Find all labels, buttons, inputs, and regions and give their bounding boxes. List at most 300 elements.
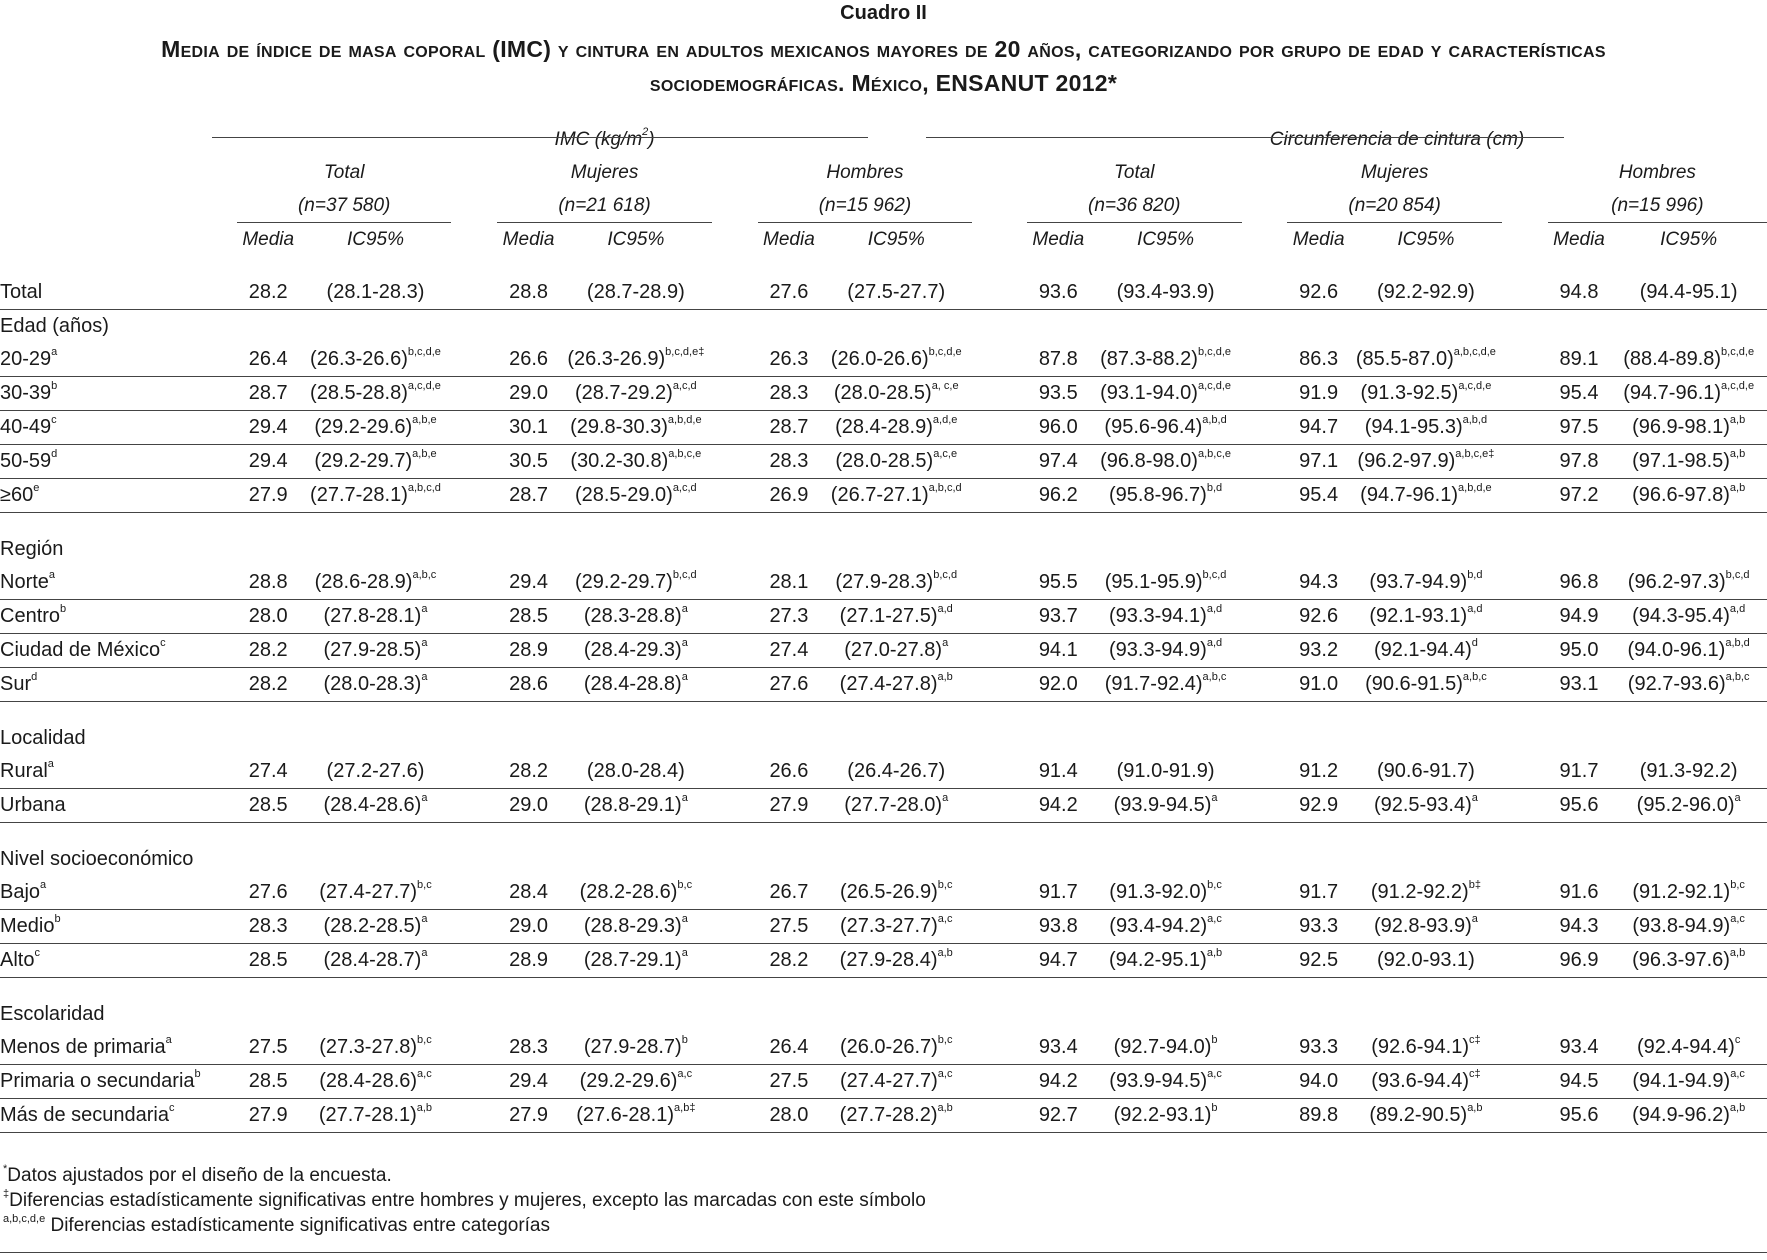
- table-row: [0, 1099, 1767, 1133]
- cell-media: 27.9: [237, 1099, 300, 1133]
- row-label-text: Menos de primaria: [0, 1036, 166, 1058]
- row-label: [0, 944, 237, 978]
- row-label: [0, 634, 237, 668]
- cell-media: 28.3: [758, 445, 821, 479]
- cell-media: 27.6: [237, 876, 300, 910]
- subgroup-label: Hombres: [826, 161, 904, 183]
- cell-ic95-value: (94.1-94.9): [1632, 1070, 1731, 1092]
- cell-superscript: a,b: [416, 1102, 433, 1115]
- cell-media: 91.4: [1027, 755, 1090, 789]
- cell-superscript: a: [421, 603, 428, 616]
- cell-ic95-value: (95.8-96.7): [1108, 484, 1207, 506]
- cell-ic95-value: (94.0-96.1): [1627, 639, 1726, 661]
- cell-media: 94.2: [1027, 1065, 1090, 1099]
- cell-ic95-value: (26.0-26.6): [830, 348, 929, 370]
- row-label-superscript: b: [60, 603, 67, 616]
- cell-superscript: b,c: [1730, 879, 1745, 892]
- cell-ic95: [820, 377, 972, 411]
- cell-ic95: [820, 600, 972, 634]
- cell-superscript: b,c: [937, 1034, 953, 1047]
- row-label: [0, 876, 237, 910]
- row-label-superscript: b: [194, 1068, 201, 1081]
- cell-ic95: [1350, 276, 1502, 310]
- cell-ic95: [560, 634, 712, 668]
- cell-superscript: a,b: [1467, 1102, 1483, 1115]
- cell-ic95: [820, 1031, 972, 1065]
- cell-ic95-value: (26.7-27.1): [830, 484, 929, 506]
- cell-media: 94.1: [1027, 634, 1090, 668]
- cell-superscript: a,b,c: [1725, 671, 1750, 684]
- cell-ic95: [560, 876, 712, 910]
- row-label: [0, 343, 237, 377]
- cell-ic95-value: (27.4-27.8): [839, 673, 938, 695]
- cell-media: 95.4: [1287, 479, 1350, 513]
- cell-media: 28.2: [497, 755, 560, 789]
- cell-ic95-value: (28.0-28.3): [323, 673, 422, 695]
- table-row: [0, 445, 1767, 479]
- cell-media: 28.5: [237, 944, 300, 978]
- cell-ic95: [820, 411, 972, 445]
- cell-ic95: [299, 1099, 451, 1133]
- cell-media: 94.7: [1027, 944, 1090, 978]
- cell-superscript: a,b: [1729, 482, 1746, 495]
- cell-ic95: [560, 755, 712, 789]
- cell-media: 93.2: [1287, 634, 1350, 668]
- cell-media: 29.0: [497, 789, 560, 823]
- cell-superscript: b,c,d,e: [928, 346, 962, 359]
- cell-ic95: [1090, 910, 1242, 944]
- cell-media: 27.9: [497, 1099, 560, 1133]
- cell-superscript: a: [421, 637, 428, 650]
- col-ic95-header: IC95%: [607, 228, 665, 250]
- cell-media: 89.8: [1287, 1099, 1350, 1133]
- cell-ic95: [1610, 600, 1767, 634]
- cell-superscript: a,d: [1729, 603, 1746, 616]
- cell-media: 26.9: [758, 479, 821, 513]
- cell-ic95-value: (93.3-94.1): [1108, 605, 1207, 627]
- cell-ic95-value: (93.9-94.5): [1109, 1070, 1208, 1092]
- row-label-text: Más de secundaria: [0, 1104, 169, 1126]
- cell-superscript: b,c,d,e: [1197, 346, 1231, 359]
- cell-media: 27.4: [237, 755, 300, 789]
- row-label-superscript: a: [47, 758, 54, 771]
- cell-ic95: [299, 566, 451, 600]
- cell-superscript: a,d: [1206, 637, 1223, 650]
- cell-superscript: a,d: [1206, 603, 1223, 616]
- cell-media: 94.9: [1548, 600, 1611, 634]
- cell-ic95: [560, 1065, 712, 1099]
- cell-superscript: a,b,c: [1462, 671, 1487, 684]
- cell-ic95-value: (29.8-30.3): [570, 416, 668, 438]
- cell-media: 94.3: [1287, 566, 1350, 600]
- cell-media: 29.4: [497, 1065, 560, 1099]
- cell-superscript: a: [942, 637, 949, 650]
- cell-superscript: b,c,d,e: [407, 346, 441, 359]
- cell-ic95-value: (94.7-96.1): [1360, 484, 1459, 506]
- col-ic95-header: IC95%: [1397, 228, 1455, 250]
- cell-superscript: a: [1471, 913, 1478, 926]
- footnote-mark: ‡: [3, 1187, 10, 1200]
- cell-ic95: [560, 789, 712, 823]
- cell-superscript: b‡: [1468, 879, 1481, 892]
- cell-ic95-value: (96.6-97.8): [1632, 484, 1730, 506]
- cell-ic95: [820, 343, 972, 377]
- row-label-superscript: a: [40, 879, 47, 892]
- col-media-header: Media: [502, 228, 555, 250]
- cell-ic95: [1090, 566, 1242, 600]
- cell-ic95: [560, 479, 712, 513]
- cell-superscript: b,c: [937, 879, 953, 892]
- cell-ic95-value: (27.1-27.5): [839, 605, 938, 627]
- cell-media: 95.6: [1548, 789, 1611, 823]
- cell-ic95-value: (90.6-91.7): [1377, 760, 1475, 782]
- table-row: [0, 411, 1767, 445]
- cell-ic95: [820, 789, 972, 823]
- row-label: [0, 377, 237, 411]
- cell-superscript: a,c,d,e: [1721, 380, 1755, 393]
- cell-ic95-value: (27.4-27.7): [839, 1070, 938, 1092]
- table-row: [0, 1065, 1767, 1099]
- cell-media: 28.2: [758, 944, 821, 978]
- table-row: [0, 276, 1767, 310]
- cell-ic95-value: (27.7-28.0): [844, 794, 943, 816]
- cell-ic95-value: (27.9-28.4): [839, 949, 938, 971]
- cell-media: 27.9: [758, 789, 821, 823]
- cell-ic95: [1090, 445, 1242, 479]
- cell-ic95: [560, 944, 712, 978]
- col-media-header: Media: [242, 228, 295, 250]
- cell-superscript: a,c: [1207, 1068, 1222, 1081]
- cell-ic95: [820, 876, 972, 910]
- row-label-superscript: e: [33, 482, 40, 495]
- cell-superscript: c: [1734, 1034, 1741, 1047]
- cell-ic95-value: (94.7-96.1): [1623, 382, 1722, 404]
- cell-ic95-value: (28.1-28.3): [326, 281, 425, 303]
- cell-media: 94.7: [1287, 411, 1350, 445]
- cell-media: 91.0: [1287, 668, 1350, 702]
- cell-ic95: [1090, 944, 1242, 978]
- row-label-superscript: c: [168, 1102, 175, 1115]
- row-label-text: 40-49: [0, 416, 52, 438]
- cell-ic95: [560, 276, 712, 310]
- cell-ic95-value: (91.3-92.0): [1109, 881, 1208, 903]
- cell-ic95-value: (92.7-94.0): [1113, 1036, 1212, 1058]
- cell-ic95-value: (26.0-26.7): [839, 1036, 938, 1058]
- cell-media: 28.7: [237, 377, 300, 411]
- cell-ic95-value: (92.8-93.9): [1373, 915, 1472, 937]
- cell-ic95: [299, 944, 451, 978]
- cell-ic95: [1090, 876, 1242, 910]
- cell-media: 28.2: [237, 634, 300, 668]
- subgroup-n: (n=20 854): [1287, 189, 1502, 223]
- cell-ic95: [1090, 668, 1242, 702]
- cell-superscript: a,c: [677, 1068, 693, 1081]
- row-label: [0, 600, 237, 634]
- cell-superscript: a: [681, 603, 688, 616]
- cell-superscript: a,c: [1730, 1068, 1745, 1081]
- row-label-text: 50-59: [0, 450, 52, 472]
- cell-ic95: [1090, 343, 1242, 377]
- cell-media: 93.3: [1287, 910, 1350, 944]
- cell-media: 26.3: [758, 343, 821, 377]
- cell-ic95: [299, 445, 451, 479]
- cell-superscript: a,c: [937, 913, 953, 926]
- row-label-superscript: c: [51, 414, 57, 427]
- cell-superscript: b,c,d,e: [1721, 346, 1755, 359]
- col-media-header: Media: [763, 228, 815, 250]
- cell-superscript: a,c,d: [672, 482, 697, 495]
- col-ic95-header: IC95%: [1660, 228, 1718, 250]
- cell-media: 27.9: [237, 479, 300, 513]
- cell-ic95-value: (95.1-95.9): [1104, 571, 1203, 593]
- cell-superscript: a,d: [1467, 603, 1483, 616]
- cell-ic95: [560, 910, 712, 944]
- cell-ic95: [299, 377, 451, 411]
- cell-ic95: [1350, 944, 1502, 978]
- cell-ic95-value: (28.0-28.5): [835, 450, 934, 472]
- cell-ic95: [1350, 1099, 1502, 1133]
- cell-ic95-value: (29.2-29.6): [579, 1070, 678, 1092]
- cell-superscript: a,c: [1730, 913, 1745, 926]
- cell-media: 92.6: [1287, 276, 1350, 310]
- subgroup-label: Total: [323, 161, 365, 183]
- row-label: [0, 1065, 237, 1099]
- footnote-mark: *: [3, 1162, 8, 1175]
- cell-ic95: [1610, 343, 1767, 377]
- cell-ic95-value: (28.0-28.4): [586, 760, 685, 782]
- cell-ic95-value: (28.6-28.9): [314, 571, 413, 593]
- cell-superscript: a,b,c,d,e: [1453, 346, 1496, 359]
- cell-media: 30.1: [497, 411, 560, 445]
- table-number: Cuadro II: [840, 2, 927, 24]
- cell-superscript: a,b,c,e: [1197, 448, 1231, 461]
- cell-superscript: b: [681, 1034, 688, 1047]
- cell-ic95: [1610, 377, 1767, 411]
- cell-superscript: b,c: [417, 879, 432, 892]
- cell-media: 28.8: [237, 566, 300, 600]
- group-header-cintura: Circunferencia de cintura (cm): [1269, 128, 1525, 150]
- table-row: [0, 600, 1767, 634]
- cell-ic95: [1350, 910, 1502, 944]
- cell-ic95-value: (92.0-93.1): [1377, 949, 1475, 971]
- cell-ic95-value: (92.2-93.1): [1113, 1104, 1212, 1126]
- cell-media: 28.4: [497, 876, 560, 910]
- section-title: Edad (años): [0, 315, 109, 337]
- cell-superscript: b: [1211, 1102, 1218, 1115]
- cell-media: 91.2: [1287, 755, 1350, 789]
- cell-ic95-value: (96.2-97.3): [1627, 571, 1726, 593]
- cell-media: 26.4: [237, 343, 300, 377]
- cell-ic95: [1350, 1031, 1502, 1065]
- cell-superscript: a: [681, 637, 688, 650]
- cell-ic95-value: (27.9-28.3): [835, 571, 934, 593]
- subgroup-n: (n=15 962): [758, 189, 973, 223]
- cell-superscript: a,b,c,d: [928, 482, 962, 495]
- cell-media: 93.7: [1027, 600, 1090, 634]
- cell-ic95: [1090, 377, 1242, 411]
- section-header: [0, 998, 1767, 1031]
- cell-ic95: [1350, 445, 1502, 479]
- cell-media: 94.0: [1287, 1065, 1350, 1099]
- cell-superscript: a,b: [1729, 947, 1746, 960]
- cell-ic95: [299, 1065, 451, 1099]
- section-header: [0, 533, 1767, 566]
- cell-superscript: a,b,d: [1462, 414, 1488, 427]
- table-row: [0, 1031, 1767, 1065]
- cell-ic95: [1610, 634, 1767, 668]
- cell-ic95-value: (28.5-29.0): [574, 484, 673, 506]
- bottom-rule: [0, 1252, 1767, 1253]
- cell-ic95: [299, 411, 451, 445]
- cell-ic95-value: (26.3-26.6): [310, 348, 408, 370]
- cell-ic95-value: (27.3-27.7): [839, 915, 938, 937]
- cell-superscript: a,b: [937, 671, 953, 684]
- row-label-text: Alto: [0, 949, 35, 971]
- cell-ic95: [299, 789, 451, 823]
- cell-ic95-value: (27.7-28.1): [310, 484, 408, 506]
- cell-ic95: [1090, 1031, 1242, 1065]
- row-label-superscript: c: [160, 637, 166, 650]
- cell-media: 28.5: [237, 1065, 300, 1099]
- cell-ic95: [820, 634, 972, 668]
- cell-ic95-value: (27.4-27.7): [319, 881, 418, 903]
- col-ic95-header: IC95%: [346, 228, 404, 250]
- row-label-text: Ciudad de México: [0, 639, 161, 661]
- cell-ic95: [820, 566, 972, 600]
- cell-superscript: d: [1471, 637, 1478, 650]
- cell-ic95-value: (92.2-92.9): [1377, 281, 1475, 303]
- cell-media: 89.1: [1548, 343, 1611, 377]
- cell-ic95: [1350, 411, 1502, 445]
- row-label-text: Bajo: [0, 881, 41, 903]
- cell-media: 27.6: [758, 276, 821, 310]
- cell-superscript: a,d: [937, 603, 953, 616]
- cell-superscript: a: [942, 792, 949, 805]
- cell-ic95-value: (29.2-29.7): [574, 571, 673, 593]
- cell-media: 27.6: [758, 668, 821, 702]
- subgroup-n: (n=15 996): [1548, 189, 1767, 223]
- cell-ic95-value: (91.3-92.2): [1639, 760, 1738, 782]
- cell-ic95: [299, 634, 451, 668]
- cell-media: 97.4: [1027, 445, 1090, 479]
- cell-superscript: b,c,d: [1202, 569, 1227, 582]
- cell-ic95-value: (28.4-28.7): [323, 949, 422, 971]
- cell-superscript: a,c: [1207, 913, 1222, 926]
- cell-ic95-value: (28.4-28.6): [323, 794, 422, 816]
- cell-ic95-value: (28.5-28.8): [310, 382, 408, 404]
- cell-media: 27.5: [758, 910, 821, 944]
- table-row: [0, 343, 1767, 377]
- cell-ic95-value: (91.7-92.4): [1104, 673, 1203, 695]
- cell-ic95-value: (29.2-29.7): [314, 450, 413, 472]
- cell-media: 28.0: [758, 1099, 821, 1133]
- cell-ic95: [820, 1099, 972, 1133]
- cell-superscript: a,b,c,d: [407, 482, 441, 495]
- table-row: [0, 789, 1767, 823]
- cell-ic95-value: (26.5-26.9): [839, 881, 938, 903]
- row-label-superscript: c: [34, 947, 40, 960]
- cell-ic95-value: (28.0-28.5): [833, 382, 932, 404]
- cell-ic95: [299, 755, 451, 789]
- cell-ic95-value: (27.7-28.1): [318, 1104, 417, 1126]
- cell-ic95-value: (28.4-28.6): [319, 1070, 418, 1092]
- footnote-text: Datos ajustados por el diseño de la encuesta.: [7, 1165, 392, 1186]
- cell-media: 95.5: [1027, 566, 1090, 600]
- cell-ic95: [1610, 876, 1767, 910]
- cell-ic95-value: (27.0-27.8): [844, 639, 943, 661]
- cell-media: 26.4: [758, 1031, 821, 1065]
- cell-ic95-value: (27.6-28.1): [576, 1104, 675, 1126]
- row-label-superscript: a: [51, 346, 58, 359]
- table-title-line-2: sociodemográficas. México, ENSANUT 2012*: [649, 70, 1118, 96]
- row-label-superscript: a: [165, 1034, 172, 1047]
- cell-superscript: a,b,e: [412, 414, 437, 427]
- cell-superscript: a: [1471, 792, 1478, 805]
- cell-ic95-value: (28.3-28.8): [583, 605, 682, 627]
- cell-media: 28.5: [497, 600, 560, 634]
- cell-media: 96.8: [1548, 566, 1611, 600]
- subgroup-label: Hombres: [1618, 161, 1696, 183]
- cell-ic95-value: (94.1-95.3): [1364, 416, 1463, 438]
- cell-ic95-value: (93.1-94.0): [1100, 382, 1198, 404]
- cell-superscript: a: [421, 947, 428, 960]
- subgroup-n: (n=36 820): [1027, 189, 1242, 223]
- cell-media: 93.3: [1287, 1031, 1350, 1065]
- row-label-text: Sur: [0, 673, 32, 695]
- cell-superscript: a: [1211, 792, 1218, 805]
- cell-superscript: a,b: [1729, 1102, 1746, 1115]
- table-row: [0, 876, 1767, 910]
- cell-ic95-value: (88.4-89.8): [1623, 348, 1722, 370]
- cell-media: 91.6: [1548, 876, 1611, 910]
- cell-ic95: [1090, 755, 1242, 789]
- cell-ic95: [1090, 479, 1242, 513]
- cell-superscript: a,b: [1729, 414, 1746, 427]
- cell-media: 28.9: [497, 944, 560, 978]
- cell-media: 95.0: [1548, 634, 1611, 668]
- cell-ic95-value: (93.4-93.9): [1116, 281, 1215, 303]
- subgroup-label: Total: [1114, 161, 1155, 183]
- cell-ic95: [1090, 276, 1242, 310]
- cell-superscript: a,b: [937, 947, 953, 960]
- cell-ic95-value: (96.9-98.1): [1632, 416, 1730, 438]
- footnote-text: Diferencias estadísticamente significativas entre categorías: [45, 1215, 551, 1236]
- section-title: Nivel socioeconómico: [0, 848, 194, 870]
- cell-ic95-value: (92.1-94.4): [1373, 639, 1472, 661]
- cell-superscript: a,b,d: [1725, 637, 1750, 650]
- cell-media: 91.9: [1287, 377, 1350, 411]
- cell-media: 27.5: [758, 1065, 821, 1099]
- cell-ic95-value: (93.3-94.9): [1108, 639, 1207, 661]
- table-row: [0, 910, 1767, 944]
- cell-ic95-value: (93.7-94.9): [1369, 571, 1468, 593]
- cell-media: 92.7: [1027, 1099, 1090, 1133]
- cell-media: 28.3: [758, 377, 821, 411]
- cell-ic95-value: (28.7-28.9): [586, 281, 685, 303]
- cell-ic95: [299, 668, 451, 702]
- cell-media: 96.0: [1027, 411, 1090, 445]
- cell-ic95: [560, 445, 712, 479]
- cell-ic95: [1090, 1099, 1242, 1133]
- cell-ic95-value: (27.8-28.1): [323, 605, 422, 627]
- cell-media: 91.7: [1548, 755, 1611, 789]
- cell-ic95: [1610, 755, 1767, 789]
- cell-ic95-value: (87.3-88.2): [1100, 348, 1198, 370]
- cell-media: 29.4: [237, 411, 300, 445]
- cell-ic95-value: (91.2-92.2): [1370, 881, 1469, 903]
- footnote-line: [3, 1163, 926, 1188]
- row-label-text: Total: [0, 281, 43, 303]
